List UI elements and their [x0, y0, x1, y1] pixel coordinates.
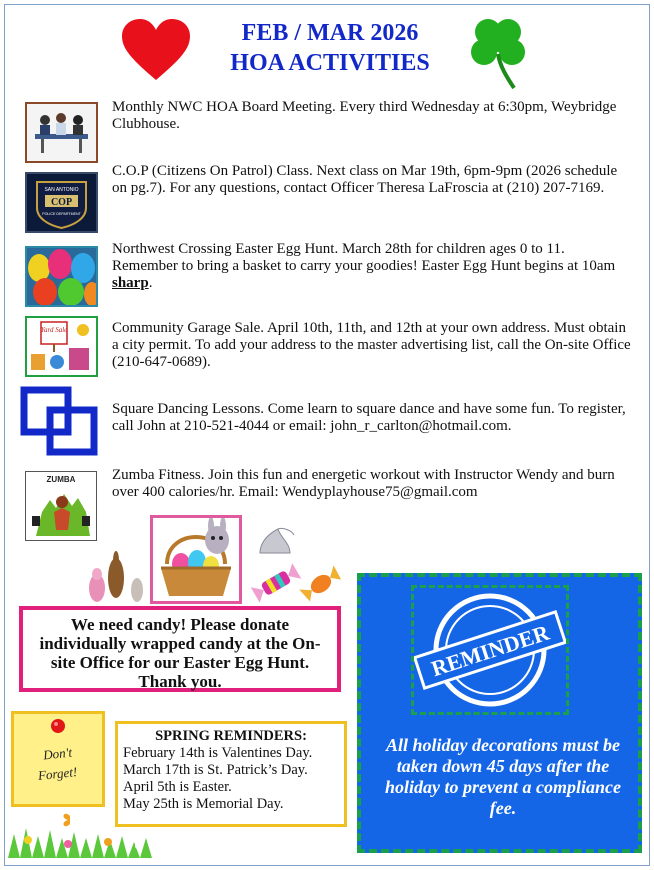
activity-zumba: Zumba Fitness. Join this fun and energetic workout with Instructor Wendy and burn over 400 calories/hr. Email: Wendyplayhouse75@gmail.com [112, 467, 615, 500]
note-text-line1: Don't [42, 744, 73, 763]
orange-candy-icon [298, 564, 344, 604]
title-line-2: HOA ACTIVITIES [230, 50, 430, 76]
chocolate-bunnies-icon [85, 548, 147, 606]
egg-hunt-text-end: . [148, 275, 153, 291]
decorations-reminder [357, 573, 642, 853]
egg-hunt-text: Northwest Crossing Easter Egg Hunt. March 28th for children ages 0 to 11. Remember to bring a basket to carry your goodies! Easter Egg Hunt begins at 10am [112, 241, 616, 274]
spring-item: March 17th is St. Patrick’s Day. [123, 762, 308, 778]
heart-icon [120, 18, 192, 82]
four-leaf-clover-icon [466, 14, 530, 90]
easter-eggs-image [25, 246, 98, 307]
cop-top-label: SAN ANTONIO [44, 187, 79, 193]
dont-forget-note [11, 711, 105, 807]
spring-item: May 25th is Memorial Day. [123, 796, 284, 812]
activity-square-dancing: Square Dancing Lessons. Come learn to square dance and have some fun. To register, call John at 210-521-4044 or email: john_r_carlton@hotmail.com. [112, 401, 626, 434]
grass-flowers-icon [8, 808, 158, 858]
activity-garage-sale: Community Garage Sale. April 10th, 11th, and 12th at your own address. Must obtain a city permit. To add your address to the master advertising list, call the On-site Office (210-647-0689). [112, 320, 631, 370]
egg-hunt-emphasis: sharp [112, 275, 149, 291]
title-line-1: FEB / MAR 2026 [241, 20, 419, 46]
reminder-stamp-label: REMINDER [428, 619, 553, 682]
cop-bottom-label: POLICE DEPARTMENT [42, 212, 81, 216]
yard-sale-label: Yard Sale [40, 326, 68, 334]
candy-donation-notice: We need candy! Please donate individually wrapped candy at the On-site Office for our Easter Egg Hunt. Thank you. [19, 606, 341, 692]
zumba-label: ZUMBA [46, 475, 76, 484]
reminder-stamp-frame [411, 585, 569, 715]
square-dance-icon [20, 386, 98, 456]
cop-mid-label: COP [50, 197, 73, 208]
wrapped-candy-icon [250, 560, 302, 606]
reminder-stamp-icon [414, 588, 566, 712]
board-meeting-image [25, 102, 98, 163]
activity-cop-class: C.O.P (Citizens On Patrol) Class. Next class on Mar 19th, 6pm-9pm (2026 schedule on pg.7). For any questions, contact Officer Theresa LaFroscia at (210) 207-7169. [112, 163, 618, 196]
zumba-image [25, 471, 97, 541]
yard-sale-image [25, 316, 98, 377]
spring-item: February 14th is Valentines Day. [123, 745, 313, 761]
spring-reminders-header: SPRING REMINDERS: [155, 728, 307, 744]
cop-badge-image [25, 172, 98, 233]
activity-board-meeting: Monthly NWC HOA Board Meeting. Every third Wednesday at 6:30pm, Weybridge Clubhouse. [112, 99, 617, 132]
decorations-reminder-text: All holiday decorations must be taken down 45 days after the holiday to prevent a compliance fee. [385, 735, 621, 818]
activity-egg-hunt [112, 241, 632, 292]
note-text-line2: Forget! [37, 764, 78, 784]
kiss-candy-icon [256, 527, 296, 557]
easter-basket-image [150, 515, 242, 604]
page-title [195, 18, 465, 78]
spring-item: April 5th is Easter. [123, 779, 232, 795]
